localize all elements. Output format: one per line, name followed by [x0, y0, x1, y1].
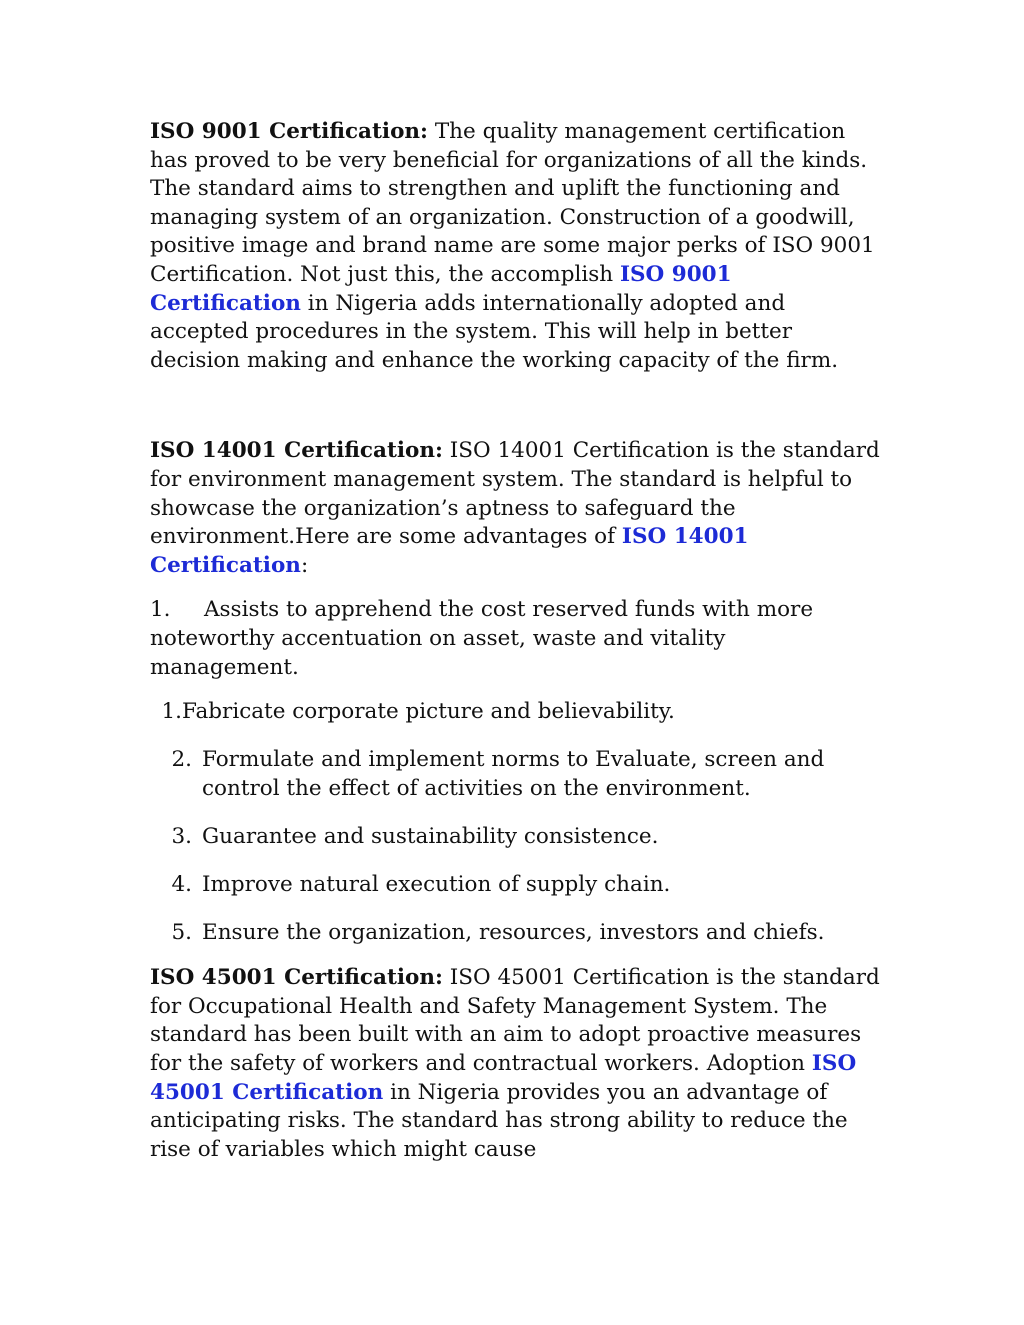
list-item-number: 5.	[171, 920, 192, 946]
list-item-number: 1.	[161, 699, 182, 725]
document-page	[150, 118, 880, 1164]
list-item-number: 2.	[171, 747, 192, 773]
list-item-text: Formulate and implement norms to Evaluate, screen and control the effect of activities on the environment.	[202, 747, 825, 801]
list-item-number: 4.	[171, 871, 192, 897]
list-item	[150, 746, 880, 803]
iso-45001-heading: ISO 45001 Certification:	[150, 965, 443, 991]
iso-14001-text-after: :	[300, 552, 309, 578]
iso-14001-link[interactable]: ISO 14001 Certification	[150, 524, 749, 578]
iso-9001-link[interactable]: ISO 9001 Certification	[150, 261, 732, 316]
iso-45001-link[interactable]: ISO 45001 Certification	[150, 1050, 857, 1105]
list-item	[150, 919, 880, 948]
iso-14001-paragraph	[150, 437, 880, 580]
list-item	[150, 871, 880, 900]
list-item-text: Guarantee and sustainability consistence.	[202, 823, 659, 849]
iso-9001-paragraph	[150, 118, 880, 375]
iso-14001-first-item	[150, 596, 880, 682]
iso-45001-text-before: ISO 45001 Certification is the standard for Occupational Health and Safety Management System. The standard has been built with an aim to adopt proactive measures for the safety of workers and contractual workers. Adoption	[150, 965, 880, 1076]
iso-9001-text-after: in Nigeria adds internationally adopted and accepted procedures in the system. This will help in better decision making and enhance the working capacity of the firm.	[150, 290, 839, 373]
iso-14001-heading: ISO 14001 Certification:	[150, 438, 443, 464]
list-item-text: Ensure the organization, resources, investors and chiefs.	[202, 920, 825, 946]
list-item-text: Fabricate corporate picture and believability.	[182, 699, 675, 725]
iso-9001-text-before: The quality management certification has proved to be very beneficial for organizations of all the kinds. The standard aims to strengthen and uplift the functioning and managing system of an organization. Construction of a goodwill, positive image and brand name are some major perks of ISO 9001 Certification. Not just this, the accomplish	[150, 119, 875, 287]
iso-14001-advantages-list	[150, 698, 880, 948]
iso-45001-paragraph	[150, 964, 880, 1164]
list-item-text: Improve natural execution of supply chain.	[202, 871, 671, 897]
list-item	[150, 823, 880, 852]
first-item-number: 1.	[150, 597, 171, 623]
iso-9001-heading: ISO 9001 Certification:	[150, 119, 428, 144]
list-item-number: 3.	[171, 823, 192, 849]
list-item	[150, 698, 880, 727]
first-item-text: Assists to apprehend the cost reserved funds with more noteworthy accentuation on asset, waste and vitality management.	[150, 597, 814, 680]
iso-14001-text-before: ISO 14001 Certification is the standard for environment management system. The standard is helpful to showcase the organization’s aptness to safeguard the environment.Here are some advantages of	[150, 438, 880, 550]
iso-45001-text-after: in Nigeria provides you an advantage of anticipating risks. The standard has strong ability to reduce the rise of variables which might cause	[150, 1079, 848, 1162]
